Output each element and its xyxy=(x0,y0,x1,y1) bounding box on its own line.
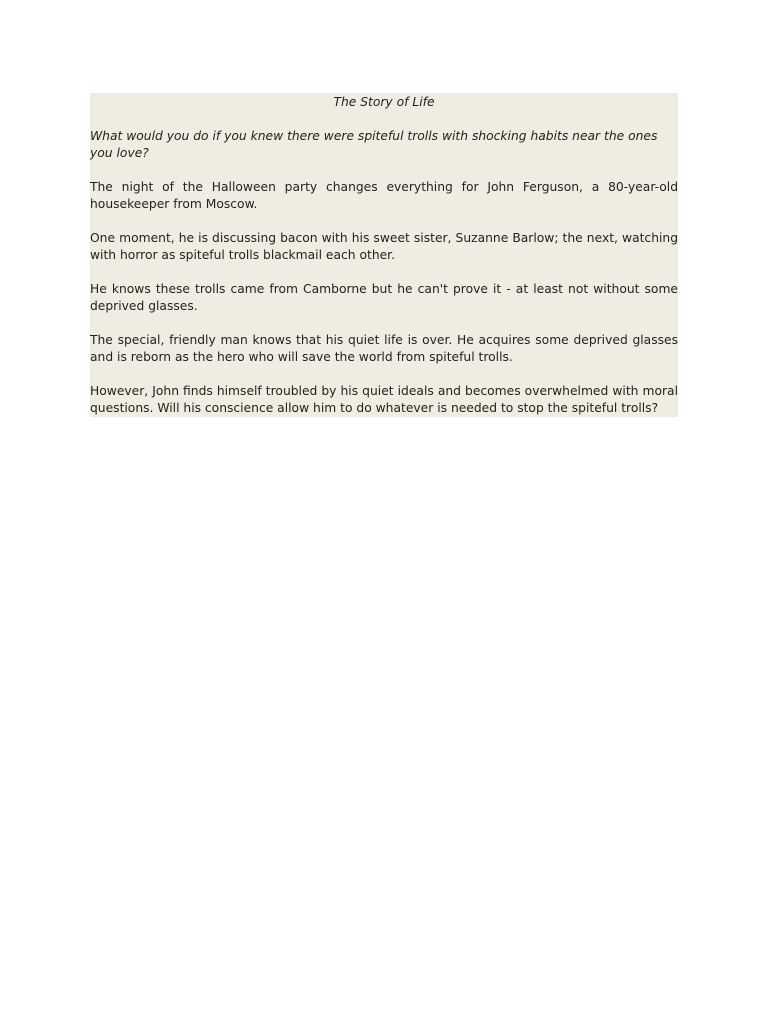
story-title: The Story of Life xyxy=(333,95,435,109)
story-paragraph: He knows these trolls came from Camborne but he can't prove it - at least not without some deprived glasses. xyxy=(90,282,678,313)
story-paragraph: However, John finds himself troubled by his quiet ideals and becomes overwhelmed with moral questions. Will his conscience allow him to do whatever is needed to stop the spiteful trolls? xyxy=(90,384,678,415)
story-tagline: What would you do if you knew there were spiteful trolls with shocking habits near the ones you love? xyxy=(90,129,658,160)
story-paragraph: One moment, he is discussing bacon with his sweet sister, Suzanne Barlow; the next, watching with horror as spiteful trolls blackmail each other. xyxy=(90,231,678,262)
story-text-block xyxy=(90,93,678,417)
story-paragraph: The night of the Halloween party changes everything for John Ferguson, a 80-year-old housekeeper from Moscow. xyxy=(90,180,678,211)
story-paragraph: The special, friendly man knows that his quiet life is over. He acquires some deprived glasses and is reborn as the hero who will save the world from spiteful trolls. xyxy=(90,333,678,364)
